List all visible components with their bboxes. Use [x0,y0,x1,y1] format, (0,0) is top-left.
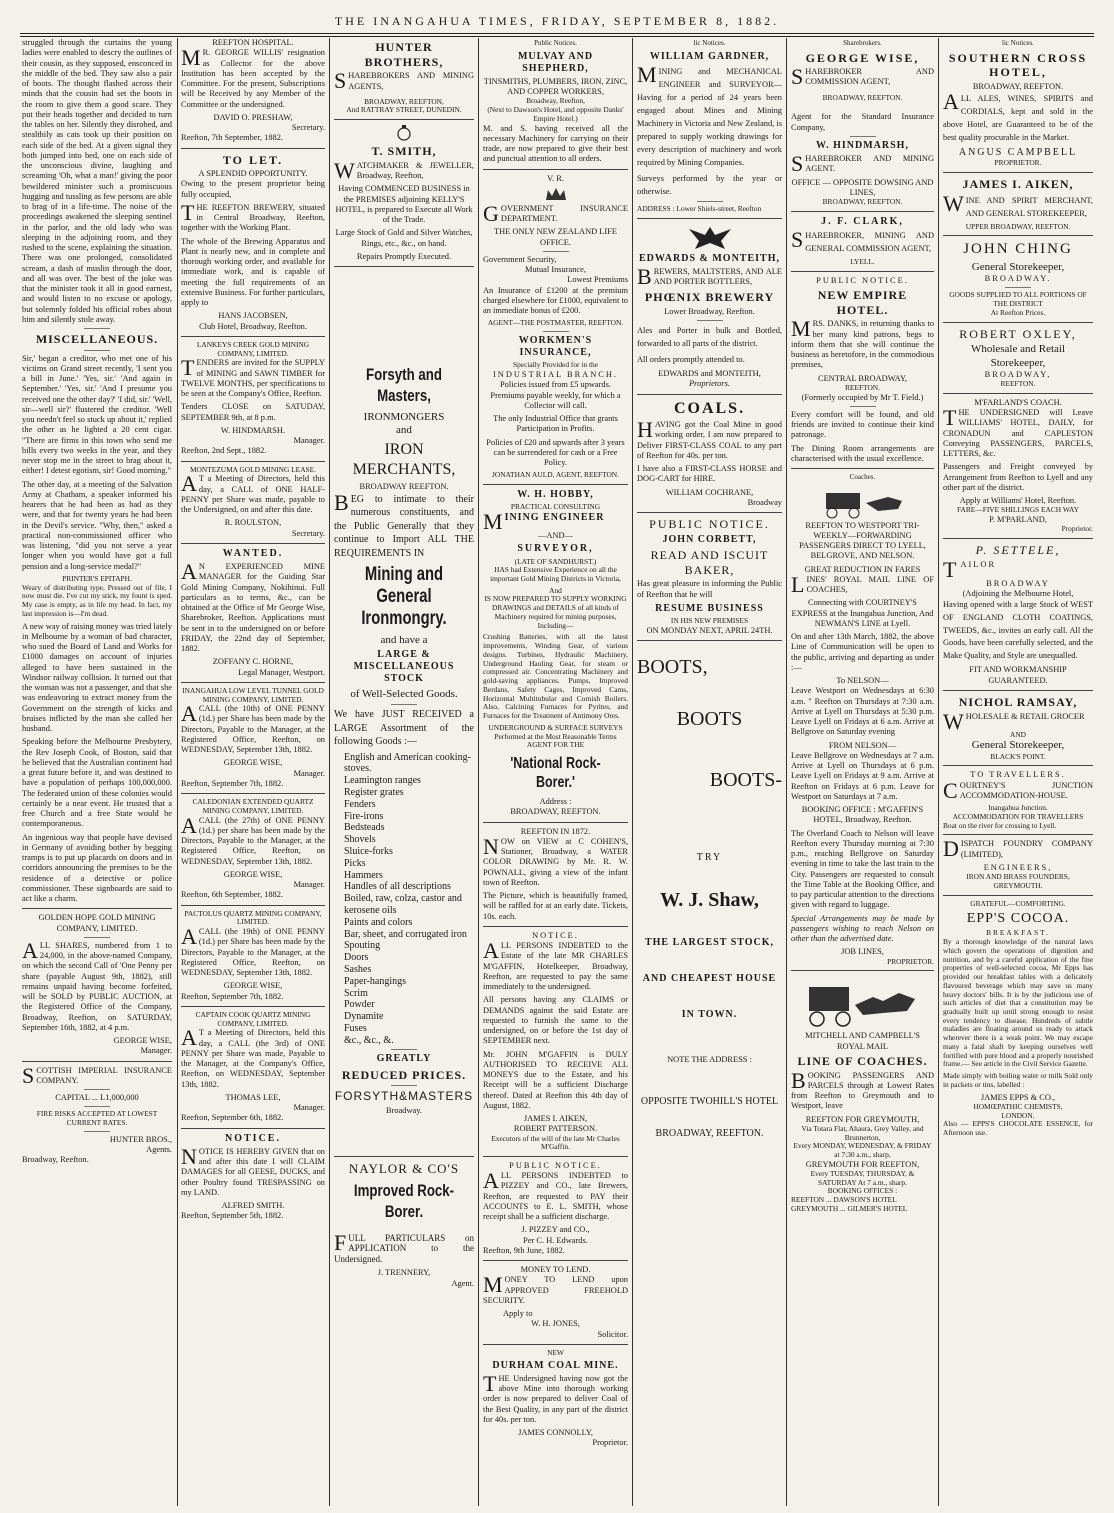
goods-list-item: Boiled, raw, colza, castor and kerosene oils [344,893,462,916]
low-level-heading: INANGAHUA LOW LEVEL TUNNEL GOLD MINING COMPANY, LIMITED. [182,685,324,704]
goods-list-item: Fuses [344,1022,367,1034]
mulvay-heading: MULVAY AND SHEPHERD, [517,50,594,74]
column-divider [938,38,939,1506]
section-label: Public Notices. [534,39,577,47]
epps-cocoa-heading: EPP'S COCOA. [966,911,1070,927]
eagle-emblem-icon [685,223,735,251]
column-6: Sharebrokers. GEORGE WISE, SHAREBROKER AND COMMISSION AGENT, BROADWAY, REEFTON. Agent for the Standard Insurance Company, W. HINDMARSH, SHAREBROKER AND MINING AGENT. OFFICE — OPPOSITE DOWSING AND LINES, BROADWAY, REEFTON. J. F. CLARK, SHAREBROKER, MINING AND GENERAL COMMISSION AGENT, LYELL. PUBLIC NOTICE. NEW EMPIRE HOTEL. MRS. DANKS, in returning thanks to her many kind patrons, begs to inform them that she will continue the business as heretofore, in the commodious premises, CENTRAL BROADWAY, REEFTON. (Formerly occupied by Mr T. Field.) Every comfort will be found, and old friends are invited to continue their kind patronage. The Dining Room arrangements are characterised with the usual excellence. Coaches. REEFTON TO WESTPORT TRI-WEEKLY—FORWARDING PASSENGERS DIRECT TO LYELL, BELGROVE, AND NELSON. GREAT REDUCTION IN FARES LINES' ROYAL MAIL LINE OF COACHES, Connecting with COURTNEY'S EXPRESS at the Inangahua Junction, And NEWMAN'S LINE at Lyell. On and after 13th March, 1882, the above Line of Communication will be open to the public, arriving and departing as under :— To NELSON— Leave Westport on Wednesdays at 6:30 a.m. " Reefton on Thursdays at 7:30 a.m. Arrive at Lyell on Thursdays at 5:30 p.m. Leave Lyell on Fridays at 6 a.m. Arrive at Bellgrove on Saturday evening FROM NELSON— Leave Bellgrove on Wednesdays at 7 a.m. Arrive at Lyell on Thursdays at 6 p.m. Leave Lyell on Fridays at 9 a.m. Arrive at Reefton on Fridays at 6 p.m. Leave for Westport on Saturdays at 7 a.m. BOOKING OFFICE : M'GAFFIN'S HOTEL, Broadway, Reefton. The Overland Coach to Nelson will leave Reefton every Thursday morning at 7:30 p.m., reaching Bellgrove on Saturday evening in time to take the last train to the City. Passengers are requested to consult the Time Table at the Booking Office, and to pay particular attention to the directions given with regard to luggage. Special Arrangements may be made by passengers wishing to reach Nelson on other than the advertised date. JOB LINES, PROPRIETOR. MITCHELL AND CAMPBELL'S ROYAL MAIL LINE OF COACHES. BOOKING PASSENGERS AND PARCELS through at Lowest Rates from Reefton to Greymouth and to Westport, leave REEFTON FOR GREYMOUTH, Via Totara Flat, Ahaura, Grey Valley, and Brunnerton, Every MONDAY, WEDNESDAY, & FRIDAY at 7:30 a.m., sharp, GREYMOUTH FOR REEFTON, Every TUESDAY, THURSDAY, & SATURDAY At 7 a.m., sharp. BOOKING OFFICES : REEFTON ... DAWSON'S HOTEL GREYMOUTH ... GILMER'S HOTEL [791,39,934,1213]
robert-oxley-heading: ROBERT OXLEY, [959,326,1077,341]
nichol-ramsay-heading: NICHOL RAMSAY, [958,694,1078,709]
goods-list-item: Leamington ranges [344,775,421,787]
column-4: Public Notices. MULVAY AND SHEPHERD, TINSMITHS, PLUMBERS, IRON, ZINC, AND COPPER WORKERS, Broadway, Reefton, (Next to Dawson's Hotel, and opposite Danks' Empire Hotel.) M. and S. having received all the necessary Machinery for carrying on their trade, are now prepared to give their best and punctual attention to all orders. V. R. GOVERNMENT INSURANCE DEPARTMENT. THE ONLY NEW ZEALAND LIFE OFFICE. Government Security, Mutual Insurance, Lowest Premiums An Insurance of £1200 at the premium charged elsewhere for £1000, equivalent to an immediate bonus of £200. AGENT—THE POSTMASTER, REEFTON. WORKMEN'S INSURANCE, Specially Provided for in the INDUSTRIAL BRANCH. Policies issued from £5 upwards. Premiums payable weekly, for which a Collector will call. The only Industrial Office that grants Participation in Profits. Policies of £20 and upwards after 3 years can be surrendered for cash or a Free Policy. JONATHAN AULD, AGENT, REEFTON. W. H. HOBBY, PRACTICAL CONSULTING MINING ENGINEER —AND— SURVEYOR, (LATE OF SANDHURST.) HAS had Extensive Experience on all the important Gold Mining Districts in Victoria, And IS NOW PREPARED TO SUPPLY WORKING DRAWINGS and DETAILS of all kinds of Machinery required for mining purposes, Including— Crushing Batteries, with all the latest improvements, Winding Gear, of various designs. Turbines, Hydraulic Machinery, Underground Hauling Gear, for steam or compressed air. Concentrating Machinery and gold-saving appliances. Pumps, Improved Berdans, Safety Cages, Improved Cams, Horizontal Multitubular and Cornish Boilers. Also, Calcining Furnaces for Pyrites, and Furnaces for the Treatment of Antimony Ores. UNDERGROUND & SURFACE SURVEYS Performed at the Most Reasonable Terms AGENT FOR THE 'National Rock-Borer.' Address : BROADWAY, REEFTON. REEFTON IN 1872. NOW on VIEW at C COHEN'S, Stationer, Broadway, a WATER COLOR DRAWING by Mr. R. W. POWNALL, giving a view of the infant town of Reefton. The Picture, which is beautifully framed, will be raffled for at an early date. Tickets, 10s. each. NOTICE. ALL PERSONS INDEBTED to the Estate of the late MR CHARLES M'GAFFIN, Hotelkeeper, Broadway, Reefton, are requested to pay the same immediately to the undersigned. All persons having any CLAIMS or DEMANDS against the said Estate are requested to furnish the same to the undersigned, on or before the 1st day of SEPTEMBER next. Mr. JOHN M'GAFFIN is DULY AUTHORISED TO RECEIVE ALL MONEYS due to the Estate, and his Receipt will be a sufficient Discharge thereof. Dated at Reefton this 4th day of August, 1882. JAMES I. AIKEN, ROBERT PATTERSON. Executors of the will of the late Mr Charles M'Gaffin. PUBLIC NOTICE. ALL PERSONS INDEBTED to PIZZEY and CO., late Brewers, Reefton, are requested to PAY their ACCOUNTS to E. L. SMITH, whose receipt shall be a sufficient discharge. J. PIZZEY and CO., Per C. H. Edwards. Reefton, 9th June, 1882. MONEY TO LEND. MONEY TO LEND upon APPROVED FREEHOLD SECURITY. Apply to W. H. JONES, Solicitor. NEW DURHAM COAL MINE. THE Undersigned having now got the above Mine into thorough working order is now prepared to deliver Coal of the Best Quality, in any part of the district for 40s. per ton. JAMES CONNOLLY, Proprietor. [483,39,628,1448]
miscellaneous-heading: MISCELLANEOUS. [35,332,159,346]
goods-list-item: Picks [344,857,366,869]
mining-ironmongry-heading: Mining and General Ironmongry. [361,564,447,629]
column-divider [478,38,479,1506]
settele-heading: P. SETTELE, [975,543,1061,558]
hindmarsh-heading: W. HINDMARSH, [816,139,909,151]
captain-cook-heading: CAPTAIN COOK QUARTZ MINING COMPANY, LIMITED. [195,1009,311,1028]
boots-line-1: BOOTS, [637,655,708,678]
travellers-heading: TO TRAVELLERS. [970,770,1066,780]
line-of-coaches-heading: LINE OF COACHES. [797,1053,928,1068]
golden-hope-body: LL SHARES, numbered from 1 to 24,000, in the above-named Company, on which the second Call of 'One Penny per share (payable August 9th, 1882), still remains unpaid having become forfeited, will be SOLD by PUBLIC AUCTION, at the Registered Office of the Company, Broadway, Reefton, on SATURDAY, September 16th, 1882, at 4 p.m. [22,940,172,1032]
goods-list-item: Scrim [344,987,368,999]
golden-hope-heading: GOLDEN HOPE GOLD MINING COMPANY, LIMITED. [38,913,156,933]
pactolus-heading: PACTOLUS QUARTZ MINING COMPANY, LIMITED. [184,908,322,927]
watch-icon [393,124,415,142]
reduced-prices: REDUCED PRICES. [341,1067,467,1082]
column-3: HUNTER BROTHERS, SHAREBROKERS AND MINING AGENTS, BROADWAY, REEFTON, And RATTRAY STREET, DUNEDIN. T. SMITH, WATCHMAKER & JEWELLER, Broadway, Reefton, Having COMMENCED BUSINESS in the PREMISES adjoining KELLY'S HOTEL, is prepared to Execute all Work of the Trade. Large Stock of Gold and Silver Watches, Rings, etc., &c., on hand. Repairs Promptly Executed. Forsyth and Masters, IRONMONGERS and IRON MERCHANTS, BROADWAY REEFTON. BEG to intimate to their numerous constituents, and the Public Generally that they continue to Import ALL THE REQUIREMENTS IN Mining and General Ironmongry. and have a LARGE & MISCELLANEOUS STOCK of Well-Selected Goods. We have JUST RECEIVED a LARGE Assortment of the following Goods :— English and American cooking-stoves. Leamington ranges Register grates Fenders Fire-irons Bedsteads Shovels Sluice-forks Picks Hammers Handles of all descriptions Boiled, raw, colza, castor and kerosene oils Paints and colors Bar, sheet, and corrugated iron Spouting Doors Sashes Paper-hangings Scrim Powder Dynamite Fuses &c., &c., &. GREATLY REDUCED PRICES. FORSYTH&MASTERS Broadway. NAYLOR & CO'S Improved Rock-Borer. FULL PARTICULARS on APPLICATION to the Undersigned. J. TRENNERY, Agent. [334,40,474,1288]
estate-notice-heading: NOTICE. [532,930,579,940]
column-divider [786,38,787,1506]
boots-line-3: BOOTS- [709,768,782,791]
goods-list [344,752,474,1047]
goods-list-item: Shovels [344,834,376,846]
goods-list-item: Paper-hangings [344,975,407,987]
coals-heading: COALS. [673,399,746,417]
column-divider [329,38,330,1506]
caledonian-heading: CALEDONIAN EXTENDED QUARTZ MINING COMPANY, LIMITED. [192,797,314,815]
epitaph-text: Weary of distributing type, Pressed out of file, I now must die. I've cut my stick, my fount is sped. My case is empty, as in life my head. In fact, my last impression is—I'm dead. [22,582,172,618]
southern-cross-heading: SOUTHERN CROSS HOTEL, [948,50,1088,80]
goods-list-item: Register grates [344,786,404,798]
lines-royal-mail-heading: INES' ROYAL MAIL LINE OF COACHES, [806,574,934,595]
horse-coach-illustration-icon [803,975,923,1029]
golden-hope-signature: GEORGE WISE, [113,1036,172,1046]
public-notice-heading: PUBLIC NOTICE. [649,517,770,532]
goods-list-item: Paints and colors [344,916,413,928]
misc-paragraph: The other day, at a meeting of the Salvation Army at Chatham, a speaker informed his hearers that he had been as bad as they were, and that for twenty years he had been in the Devil's service. "Why, then," asked a practical non-commissioned officer who was listening, "did you not serve a year longer when you would have got a full pension and a long-service medal?" [22,479,172,571]
section-label: lic Notices. [1002,39,1034,47]
hospital-heading: REEFTON HOSPITAL. [212,38,294,47]
gov-insurance-heading: OVERNMENT INSURANCE DEPARTMENT. [500,203,628,224]
hobby-heading: W. H. HOBBY, [517,489,594,501]
column-2: REEFTON HOSPITAL. M R. GEORGE WILLIS' resignation as Collector for the above Institution has been accepted by the Committee. For the present, Subscriptions will be Received by any Member of the Committee or the undersigned. DAVID O. PRESHAW, Secretary. Reefton, 7th September, 1882. TO LET. A SPLENDID OPPORTUNITY. Owing to the present proprietor being fully occupied, THE REEFTON BREWERY, situated in Central Broadway, Reefton, together with the Working Plant. The whole of the Brewing Apparatus and Plant is nearly new, and in complete and thorough working order, and available for immediate work, and is capable of meeting the full requirements of an extensive Business. For further particulars, apply to HANS JACOBSEN, Club Hotel, Broadway, Reefton. LANKEYS CREEK GOLD MINING COMPANY, LIMITED. TENDERS are invited for the SUPPLY of MINING and SAWN TIMBER for TWELVE MONTHS, per specifications to be seen at the Company's Office, Reefton. Tenders CLOSE on SATUDAY, SEPTEMBER 9th, at 8 p.m. W. HINDMARSH. Manager. Reefton, 2nd Sept., 1882. MONTEZUMA GOLD MINING LEASE. A T a Meeting of Directors, held this day, a CALL of ONE HALF-PENNY per Share was made, payable to the Undersigned, on and after this date. R. ROULSTON, Secretary. WANTED. A N EXPERIENCED MINE MANAGER for the Guiding Star Gold Mining Company, Nokihinui. Full particulars as to terms, &c., can be obtained at the Office of Mr George Wise, Sharebroker, Reefton. Applications must be sent in to the undersigned on or before FRIDAY, the 22nd day of September, 1882. ZOFFANY C. HORNE, Legal Manager, Westport. INANGAHUA LOW LEVEL TUNNEL GOLD MINING COMPANY, LIMITED. ACALL (the 10th) of ONE PENNY (1d.) per Share has been made by the Directors, Payable to the Manager, at the Registered Office, Reefton, on WEDNESDAY, September 13th, 1882. GEORGE WISE, Manager. Reefton, September 7th, 1882. CALEDONIAN EXTENDED QUARTZ MINING COMPANY, LIMITED. ACALL (the 27th) of ONE PENNY (1d.) per share has been made by the Directors, Payable to the Manager, at the Registered Office, Reefton, on WEDNESDAY, September 13th, 1882. GEORGE WISE, Manager. Reefton, 6th September, 1882. PACTOLUS QUARTZ MINING COMPANY, LIMITED. ACALL (the 19th) of ONE PENNY (1d.) per Share has been made by the Directors, Payable to the Manager, at the Registered Office, Reefton, on WEDNESDAY, September 13th, 1882. GEORGE WISE, Reefton, September 7th, 1882. CAPTAIN COOK QUARTZ MINING COMPANY, LIMITED. A T a Meeting of Directors, held this day, a CALL (the 3rd) of ONE PENNY per Share was made, Payable to the Manager, at the Company's Office, Reefton, on WEDNESDAY, September 13th, 1882. THOMAS LEE, Manager. Reefton, September 6th, 1882. NOTICE. NOTICE IS HEREBY GIVEN that on and after this date I will CLAIM DAMAGES for all GEESE, DUCKS, and other Poultry found TRESPASSING on my LAND. ALFRED SMITH. Reefton, September 5th, 1882. [181,38,325,1221]
shaw-heading: W. J. Shaw, [660,889,759,912]
goods-list-item: Spouting [344,940,381,952]
scottish-fire-risks: FIRE RISKS ACCEPTED AT LOWEST CURRENT RATES. [36,1109,158,1128]
forsyth-masters-heading: Forsyth and Masters, [366,365,442,405]
goods-list-item: Dynamite [344,1011,384,1023]
goods-list-item: Powder [344,999,375,1011]
money-to-lend-heading: MONEY TO LEND. [520,1265,591,1275]
montezuma-heading: MONTEZUMA GOLD MINING LEASE. [189,464,317,474]
scottish-insurance-heading: COTTISH IMPERIAL INSURANCE COMPANY. [36,1065,172,1085]
national-rock-borer-heading: 'National Rock-Borer.' [510,754,601,792]
goods-list-item: Bar, sheet, and corrugated iron [344,928,467,940]
mfarland-coach-heading: M'FARLAND'S COACH. [974,397,1062,407]
edwards-monteith-heading: EDWARDS & MONTEITH, [639,252,780,264]
pizzey-notice-heading: PUBLIC NOTICE. [509,1160,602,1170]
aiken-heading: JAMES I. AIKEN, [962,177,1074,192]
lankeys-heading: LANKEYS CREEK GOLD MINING COMPANY, LIMITED. [196,339,310,358]
goods-list-item: &c., &c., &. [344,1034,394,1046]
scottish-capital: CAPITAL ... L1,000,000 [55,1093,139,1103]
misc-paragraph: A new way of raising money was tried lately in Melbourne by a woman of bad character, who sued the Board of Land and Works for £1000 damages on account of injuries alleged to have been sustained in the Windsor railway collision. It turned out that the woman was not a passenger, and that she was endeavoring to extract money from the Government on the strength of kicks and bruises inflicted by the man she called her husband. [22,621,172,734]
bread-biscuit-baker: READ AND ISCUIT BAKER, [650,548,769,577]
scottish-signature: HUNTER BROS., [109,1134,172,1144]
crown-icon [544,186,568,202]
goods-list-item: Doors [344,952,369,964]
wanted-heading: WANTED. [222,547,284,559]
column-5: lic Notices. WILLIAM GARDNER, MINING and MECHANICAL ENGINEER and SURVEYOR—Having for a period of 24 years been engaged about Mines and Mining Machinery in Victoria and New Zealand, is prepared to supply working drawings for every description of machinery and work required by Mining Companies. Surveys performed by the year or otherwise. ADDRESS : Lower Shiels-street, Reefton EDWARDS & MONTEITH, BREWERS, MALTSTERS, AND ALE AND PORTER BOTTLERS, PHŒNIX BREWERY Lower Broadway, Reefton. Ales and Porter in bulk and Bottled, forwarded to all parts of the district. All orders promptly attended to. EDWARDS and MONTEITH, Proprietors. COALS. HAVING got the Coal Mine in good working order, I am now prepared to Deliver FIRST-CLASS COAL to any part of Reefton for 40s. per ton. I have also a FIRST-CLASS HORSE and DOG-CART for HIRE. WILLIAM COCHRANE, Broadway PUBLIC NOTICE. JOHN CORBETT, READ AND ISCUIT BAKER, Has great pleasure in informing the Public of Reefton that he will RESUME BUSINESS IN HIS NEW PREMISES ON MONDAY NEXT, APRIL 24TH. BOOTS, BOOTS BOOTS- TRY W. J. Shaw, THE LARGEST STOCK, AND CHEAPEST HOUSE IN TOWN. NOTE THE ADDRESS : OPPOSITE TWOHILL'S HOTEL BROADWAY, REEFTON. [637,39,782,1139]
clark-heading: J. F. CLARK, [821,215,904,227]
resume-business: RESUME BUSINESS [655,602,764,614]
t-smith-heading: T. SMITH, [371,144,437,159]
goods-list-item: Hammers [344,869,383,881]
goods-list-item: Fenders [344,798,376,810]
column-7: lic Notices. SOUTHERN CROSS HOTEL, BROADWAY, REEFTON. ALL ALES, WINES, SPIRITS and CORDIALS, kept and sold in the above Hotel, are Guaranteed to be of the best quality procurable in the Market. ANGUS CAMPBELL PROPRIETOR. JAMES I. AIKEN, WINE AND SPIRIT MERCHANT, AND GENERAL STOREKEEPER, UPPER BROADWAY, REEFTON. JOHN CHING General Storekeeper, BROADWAY. GOODS SUPPLIED TO ALL PORTIONS OF THE DISTRICT At Reefton Prices. ROBERT OXLEY, Wholesale and Retail Storekeeper, BROADWAY, REEFTON. M'FARLAND'S COACH. THE UNDERSIGNED will Leave WILLIAMS' HOTEL, DAILY, for CRONADUN and CAPLESTON Conveying PASSENGERS, PARCELS, LETTERS, &c. Passengers and Freight conveyed by Arrangement from Reefton to Lyell and any other part of the district. Apply at Williams' Hotel, Reefton. FARE—FIVE SHILLINGS EACH WAY P. M'PARLAND, Proprietor. P. SETTELE, TAILOR BROADWAY (Adjoining the Melbourne Hotel, Having opened with a large Stock of WEST OF ENGLAND CLOTH COATINGS, TWEEDS, &c., invites an early call. All the Goods, have been carefully selected, and the Make Quality, and Style are unequalled. FIT AND WORKMANSHIP GUARANTEED. NICHOL RAMSAY, WHOLESALE & RETAIL GROCER AND General Storekeeper, BLACK'S POINT. TO TRAVELLERS. COURTNEY'S JUNCTION ACCOMMODATION-HOUSE. Inangahua Junction. ACCOMMODATION FOR TRAVELLERS Boat on the river for crossing to Lyell. DISPATCH FOUNDRY COMPANY (LIMITED), ENGINEERS, IRON AND BRASS FOUNDERS, GREYMOUTH. GRATEFUL—COMFORTING. EPP'S COCOA. BREAKFAST. By a thorough knowledge of the natural laws which govern the operations of digestion and nutrition, and by a careful application of the fine properties of well-selected cocoa, Mr Epps has provided our breakfast tables with a delicately flavoured beverage which may save us many heavy doctors' bills. It is by the judicious use of such articles of diet that a constitution may be gradually built up until strong enough to resist every tendency to disease. Hundreds of subtle maladies are floating around us ready to attack wherever there is a weak point. We may escape many a fatal shaft by keeping ourselves well fortified with pure blood and a properly nourished frame.— See article in the Civil Service Gazette. Made simply with boiling water or milk Sold only in packets or tins, labelled : JAMES EPPS & CO., HOMŒPATHIC CHEMISTS, LONDON. Also — EPPS'S CHOCOLATE ESSENCE, for Afternoon use. [943,39,1093,1138]
coach-illustration-icon [818,485,908,519]
goods-list-item: English and American cooking-stoves. [344,751,471,775]
naylor-heading: NAYLOR & CO'S [348,1161,460,1177]
dispatch-foundry-heading: ISPATCH FOUNDRY COMPANY (LIMITED), [960,839,1093,859]
goods-list-item: Bedsteads [344,822,385,834]
section-label: lic Notices. [693,39,726,47]
story-continuation: struggled through the curtains the young ladies were enabled to descry the outlines of their cousin, as they supposed, ensconced in the middle of the bed. They saw also a pair of boots. The thought flashed across their minds that the cousin had set the boots in the room to give them a good scare. They put their heads together and decided to turn the tables on her. Silently they disrobed, and stealthily as cats took up their position on each side of the bed. At a given signal they both jumped into bed, one on each side of the unconscious divine, laughing and screaming 'Oh, what a man!' giving the poor bewildered minister such a promiscuous hugging and tussling as few persons are able to brag of in a life-time. The noise of the proceedings awakened the sleeping sentinel in the parlor, and the old lady who was sleeping in the adjoining room, and they rushed to the scene, explaining the situation. There was one prolonged, consolidated scream, a dash of muslin through the door, and all was over. The best of the joke was that the minister took it all in good earnest, and would listen to no excuse or apology, but solemnly folded his official robes about him and silently stole away. [22,38,172,324]
gardner-heading: WILLIAM GARDNER, [649,50,770,62]
goods-list-item: Sluice-forks [344,845,393,857]
phoenix-brewery-heading: PHŒNIX BREWERY [644,290,775,305]
misc-paragraph: Sir,' began a creditor, who met one of his victims on Grand street recently, 'I sent you a bill in June.' 'Yes, sir.' 'And again in September.' 'Yes, sir.' 'And I presume you received one the other day?' 'I did, sir.' 'Well, sir—well sir?' flustered the creditor. 'Well you needn't feel so stuck up about it,' replied the other as he lighted a 20 cent cigar. "There are firms in this town who send me bills every two weeks in the year, and they never stop me in the street to brag about it, either! I detest egotism, sir! Good morning." [22,353,172,476]
to-let-heading: TO LET. [222,152,284,167]
column-1: struggled through the curtains the young ladies were enabled to descry the outlines of their cousin, as they supposed, ensconced in the middle of the bed. They saw also a pair of boots. The thought flashed across their minds that the cousin had set the boots in the room to give them a good scare. They put their heads together and decided to turn the tables on her. Silently they disrobed, and stealthily as cats took up their position on each side of the bed. At a given signal they both jumped into bed, one on each side of the unconscious divine, laughing and screaming 'Oh, what a man!' giving the poor bewildered minister such a promiscuous hugging and tussling as few persons are able to brag of in a life-time. The noise of the proceedings awakened the sleeping sentinel in the parlor, and the old lady who was sleeping in the adjoining room, and they rushed to the scene, explaining the situation. There was one prolonged, consolidated scream, a dash of muslin through the door, and all was over. The best of the joke was that the minister took it all in good earnest, and would listen to no excuse or apology, but solemnly folded his official robes about him and silently stole away. MISCELLANEOUS. Sir,' began a creditor, who met one of his victims on Grand street recently, 'I sent you a bill in June.' 'Yes, sir.' 'And again in September.' 'Yes, sir.' 'And I presume you received one the other day?' 'I did, sir.' 'Well, sir—well sir?' flustered the creditor. 'Well you needn't feel so stuck up about it,' replied the other as he lighted a 20 cent cigar. "There are firms in this town who send me bills every two weeks in the year, and they never stop me in the street to brag about it, either! I detest egotism, sir! Good morning." The other day, at a meeting of the Salvation Army at Chatham, a speaker informed his hearers that he had been as bad as they were, and that for twenty years he had been in the Devil's service. "Why, then," asked a practical non-commissioned officer who was listening, "did you not serve a year longer when you would have got a full pension and a long-service medal?" PRINTER'S EPITAPH. Weary of distributing type, Pressed out of file, I now must die. I've cut my stick, my fount is sped. My case is empty, as in life my head. In fact, my last impression is—I'm dead. A new way of raising money was tried lately in Melbourne by a woman of bad character, who sued the Board of Land and Works for £1000 damages on account of injuries alleged to have been sustained in the Windsor railway collision. It turned out that the woman was not a passenger, and that she was endeavoring to extract money from the Government on the strength of kicks and bruises inflicted by the man she called her husband. Speaking before the Melbourne Presbytery, the Rev Joseph Cook, of Boston, said that he believed that the Australian continent had a great future before it, and was destined to have a population of perhaps 100,000,000. The federated union of these colonies would certainly be a near event. He trusted that a free Church and a free State would be contemporaneous. An ingenious way that people have devised in Germany of avoiding bother by begging tramps is to put up placards on doors and in corridors announcing the premises to be the residence of a detective or police commissioner. These signboards are said to act like a charm. GOLDEN HOPE GOLD MINING COMPANY, LIMITED. ALL SHARES, numbered from 1 to 24,000, in the above-named Company, on which the second Call of 'One Penny per share (payable August 9th, 1882), still remains unpaid having become forfeited, will be SOLD by PUBLIC AUCTION, at the Registered Office of the Company, Broadway, Reefton, on SATURDAY, September 16th, 1882, at 4 p.m. GEORGE WISE, Manager. SCOTTISH IMPERIAL INSURANCE COMPANY. CAPITAL ... L1,000,000 FIRE RISKS ACCEPTED AT LOWEST CURRENT RATES. HUNTER BROS., Agents. Broadway, Reefton. [22,38,172,1165]
goods-list-item: Sashes [344,963,372,975]
new-empire-hotel-heading: NEW EMPIRE HOTEL. [817,288,908,317]
vr-crest: V. R. [547,173,564,183]
reefton-1872-heading: REEFTON IN 1872. [520,826,591,836]
column-divider [177,38,178,1506]
goods-list-item: Handles of all descriptions [344,881,451,893]
boots-line-2: BOOTS [676,708,743,731]
hunter-brothers-heading: HUNTER BROTHERS, [364,40,444,69]
rock-borer-heading: Improved Rock-Borer. [353,1181,455,1221]
john-ching-heading: JOHN CHING [963,241,1073,258]
notice-heading: NOTICE. [225,1132,281,1144]
durham-coal-heading: DURHAM COAL MINE. [492,1359,619,1371]
epitaph-heading: PRINTER'S EPITAPH. [62,573,132,583]
masthead-rule-lower [20,36,1094,37]
george-wise-heading: GEORGE WISE, [805,50,920,65]
masthead: THE INANGAHUA TIMES, FRIDAY, SEPTEMBER 8, 1882. [334,14,780,28]
section-label: Sharebrokers. [843,39,882,47]
masthead-rule [20,33,1094,34]
misc-paragraph: An ingenious way that people have devised in Germany of avoiding bother by begging tramps is to put up placards on doors and in corridors announcing the premises to be the residence of a detective or police commissioner. These signboards are said to act like a charm. [22,832,172,904]
misc-paragraph: Speaking before the Melbourne Presbytery, the Rev Joseph Cook, of Boston, said that he believed that the Australian continent had a great future before it, and was destined to have a population of perhaps 100,000,000. The federated union of these colonies would certainly be a near event. He trusted that a free Church and a free State would be contemporaneous. [22,737,172,829]
column-divider [632,38,633,1506]
goods-list-item: Fire-irons [344,810,384,822]
